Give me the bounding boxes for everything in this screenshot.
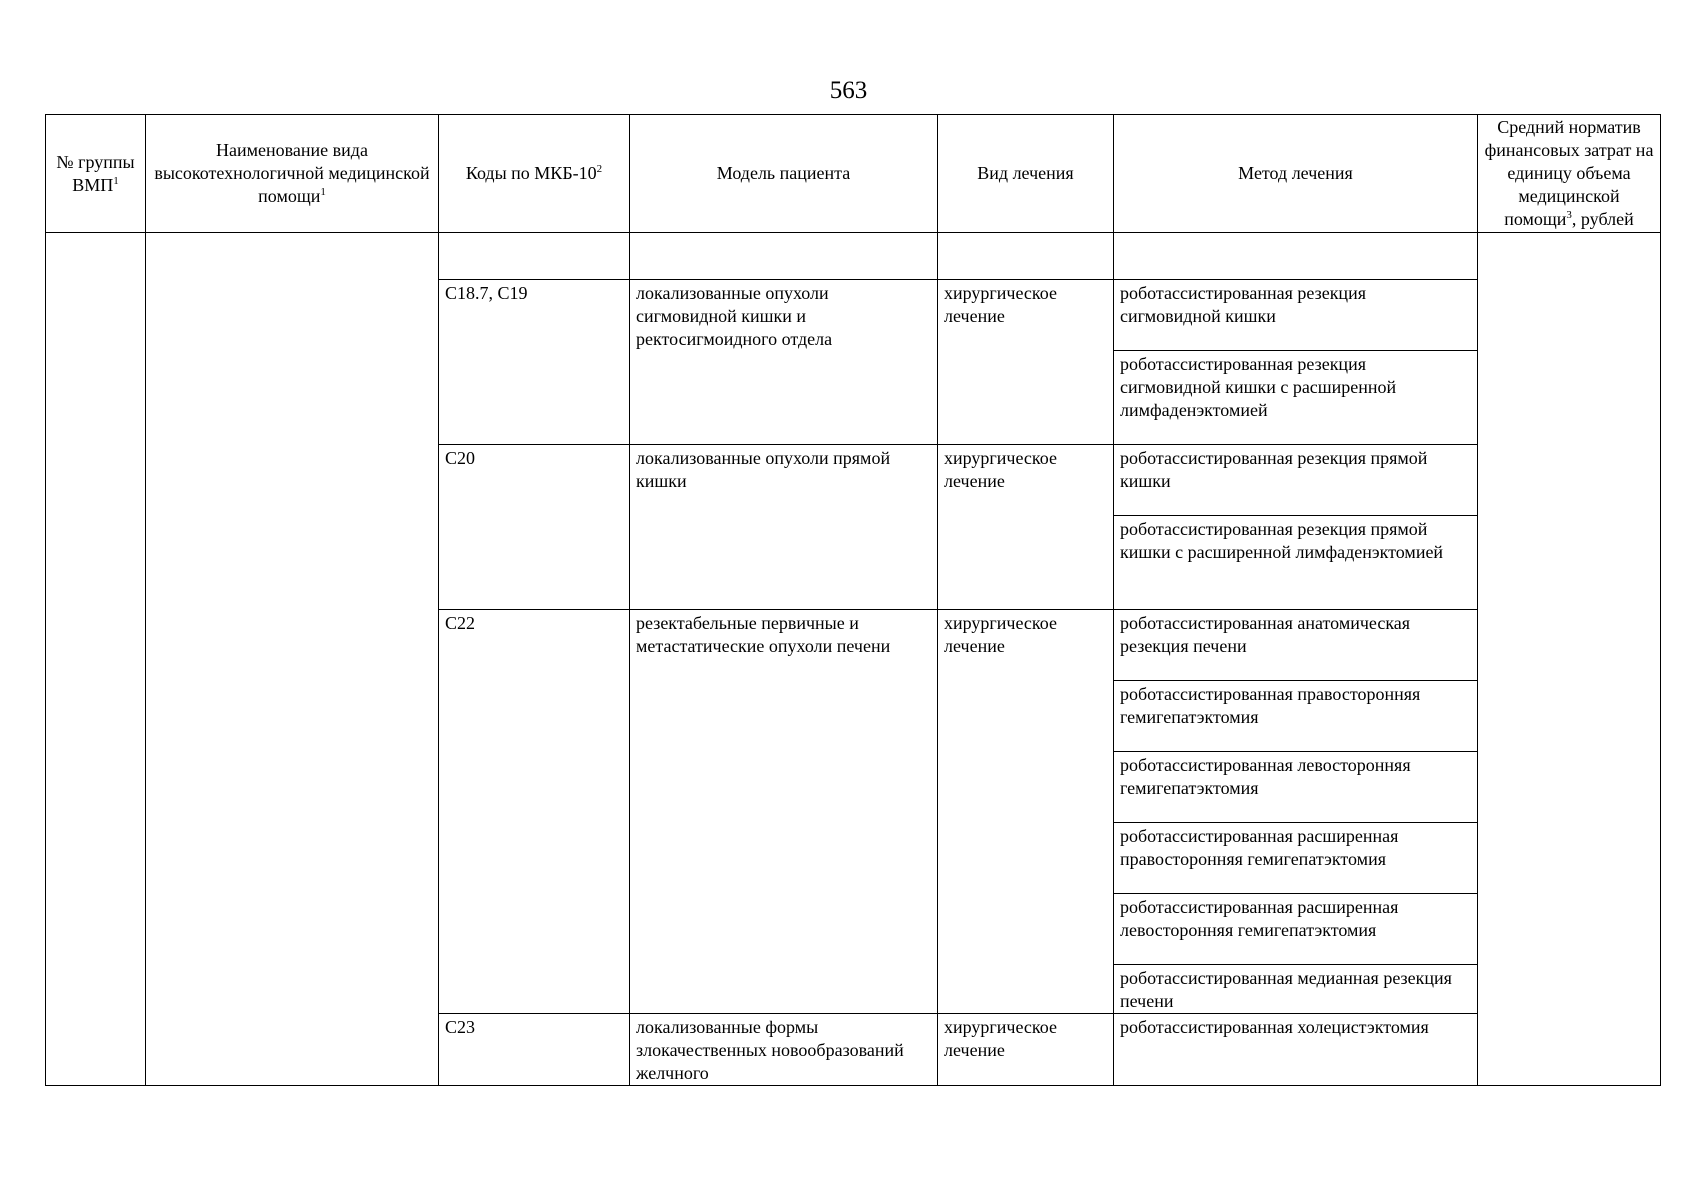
cost-cell bbox=[1478, 233, 1661, 1086]
codes-cell bbox=[439, 233, 630, 280]
group-no-cell bbox=[46, 233, 146, 1086]
method-cell bbox=[1114, 233, 1478, 280]
codes-cell: C20 bbox=[439, 445, 630, 610]
treatment-cell bbox=[938, 233, 1114, 280]
treatment-cell: хирургическое лечение bbox=[938, 445, 1114, 610]
model-cell: локализованные опухоли сигмовидной кишки и ректосигмоидного отдела bbox=[630, 280, 938, 445]
method-cell: роботассистированная резекция сигмовидной кишки с расширенной лимфаденэктомией bbox=[1114, 351, 1478, 445]
header-care-name: Наименование вида высокотехнологичной медицинской помощи$^1$ bbox=[146, 115, 439, 233]
table-row bbox=[46, 233, 1661, 280]
method-cell: роботассистированная резекция прямой кишки bbox=[1114, 445, 1478, 516]
method-cell: роботассистированная анатомическая резекция печени bbox=[1114, 610, 1478, 681]
header-treatment-method: Метод лечения bbox=[1114, 115, 1478, 233]
model-cell: резектабельные первичные и метастатические опухоли печени bbox=[630, 610, 938, 1014]
header-treatment-type: Вид лечения bbox=[938, 115, 1114, 233]
care-name-cell bbox=[146, 233, 439, 1086]
model-cell bbox=[630, 233, 938, 280]
method-cell: роботассистированная медианная резекция печени bbox=[1114, 965, 1478, 1014]
codes-cell: C23 bbox=[439, 1014, 630, 1086]
header-group-no: № группы ВМП$^1$ bbox=[46, 115, 146, 233]
method-cell: роботассистированная резекция прямой кишки с расширенной лимфаденэктомией bbox=[1114, 516, 1478, 610]
header-icd-codes: Коды по МКБ-$10^2$ bbox=[439, 115, 630, 233]
method-cell: роботассистированная холецистэктомия bbox=[1114, 1014, 1478, 1086]
header-patient-model: Модель пациента bbox=[630, 115, 938, 233]
treatment-cell: хирургическое лечение bbox=[938, 280, 1114, 445]
model-cell: локализованные опухоли прямой кишки bbox=[630, 445, 938, 610]
treatment-cell: хирургическое лечение bbox=[938, 1014, 1114, 1086]
method-cell: роботассистированная резекция сигмовидной кишки bbox=[1114, 280, 1478, 351]
header-row bbox=[46, 115, 1661, 233]
model-cell: локализованные формы злокачественных новообразований желчного bbox=[630, 1014, 938, 1086]
method-cell: роботассистированная правосторонняя гемигепатэктомия bbox=[1114, 681, 1478, 752]
codes-cell: C22 bbox=[439, 610, 630, 1014]
method-cell: роботассистированная расширенная левосторонняя гемигепатэктомия bbox=[1114, 894, 1478, 965]
vmp-table bbox=[45, 114, 1661, 1086]
codes-cell: C18.7, C19 bbox=[439, 280, 630, 445]
page-number: 563 bbox=[829, 77, 868, 104]
treatment-cell: хирургическое лечение bbox=[938, 610, 1114, 1014]
method-cell: роботассистированная расширенная правосторонняя гемигепатэктомия bbox=[1114, 823, 1478, 894]
method-cell: роботассистированная левосторонняя гемигепатэктомия bbox=[1114, 752, 1478, 823]
header-cost: Средний норматив финансовых затрат на единицу объема медицинской помощи$^3$, рублей bbox=[1478, 115, 1661, 233]
